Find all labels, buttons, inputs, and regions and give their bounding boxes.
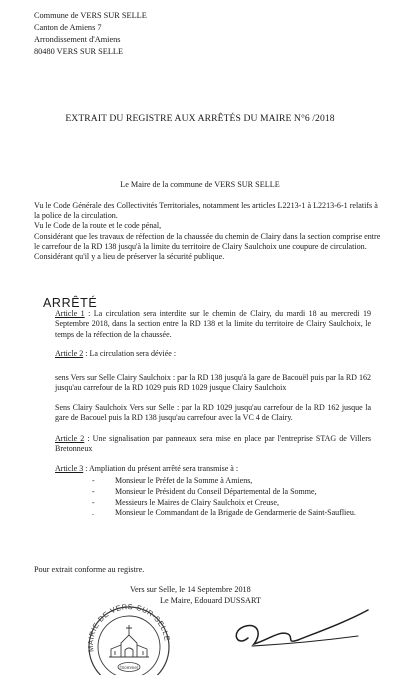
recipient-text: Monsieur le Préfet de la Somme à Amiens, [115,476,253,485]
considerant-paragraph: Vu le Code de la route et le code pénal, [34,221,162,231]
article-text: : Ampliation du présent arrêté sera transmise à : [83,464,239,473]
article-text: : La circulation sera interdite sur le chemin de Clairy, du mardi 18 au mercredi 19 Septembre 2018, dans la section entre la RD 138 et la limite du territoire de Clairy Saulchoix, le temps de la réfection de la chaussée. [55,309,371,339]
article-signage [55,434,371,455]
recipient-text: Monsieur le Commandant de la Brigade de Gendarmerie de Saint-Sauflieu. [115,508,356,518]
commune-header [34,10,147,58]
header-line: Arrondissement d'Amiens [34,35,121,44]
article-3 [55,464,371,474]
recipient-item [92,508,375,519]
article-label: Article 2 [55,349,84,358]
route-text: sens Vers sur Selle Clairy Saulchoix : par la RD 138 jusqu'à la gare de Bacouël puis par la RD 162 jusqu'au carrefour de la RD 1029 puis RD 1029 jusque Clairy Saulchoix [55,373,371,393]
bullet-marker: - [92,476,95,485]
considerant-paragraph: Vu le Code Générale des Collectivités Territoriales, notamment les articles L2213-1 à L2213-6-1 relatifs à la police de la circulation. [34,201,378,221]
article-label: Article 2 [55,434,85,443]
article-1 [55,309,371,340]
header-line: Canton de Amiens 7 [34,23,102,32]
mayor-line: Le Maire de la commune de VERS SUR SELLE [120,180,280,189]
mayor-signature [228,600,378,655]
considerants-block [34,201,382,262]
stamp-bottom-text: (Somme) [119,665,139,670]
recipient-text: Monsieur le Président du Conseil Départemental de la Somme, [115,486,317,496]
arrete-heading: ARRÊTÉ [43,296,98,310]
considerant-paragraph: Considérant que les travaux de réfection de la chaussée du chemin de Clairy dans la section comprise entre le carrefour de la RD 138 jusqu'à la limite du territoire de Clairy Saulchoix une coupure de circulation. [34,231,381,251]
recipient-item [92,487,375,498]
bullet-marker: - [92,497,95,507]
recipient-item [92,498,375,509]
recipient-item [92,476,375,487]
signature-name: Le Maire, Edouard DUSSART [160,596,261,605]
bullet-marker: . [92,508,94,518]
header-line: 80480 VERS SUR SELLE [34,47,124,56]
stamp-ring-text: MAIRIE DE VERS-SUR-SELLE [85,602,172,653]
article-text: : La circulation sera déviée : [83,349,177,358]
detour-route [55,403,371,424]
route-text: Sens Clairy Saulchoix Vers sur Selle : par la RD 1029 jusqu'au carrefour de la RD 162 jusque la gare de Bacouel puis la RD 138 jusqu'au carrefour avec la VC 4 de Clairy. [55,403,371,423]
article-text: : Une signalisation par panneaux sera mise en place par l'entreprise STAG de Villers Bretonneux [55,434,372,454]
considerant-paragraph: Considérant qu'il y a lieu de préserver la sécurité publique. [34,252,225,262]
closing-line: Pour extrait conforme au registre. [34,565,145,574]
article-label: Article 3 [55,464,84,473]
signature-date: Vers sur Selle, le 14 Septembre 2018 [130,585,251,594]
document-title: EXTRAIT DU REGISTRE AUX ARRÊTÉS DU MAIRE N°6 /2018 [65,113,335,124]
article-2 [55,349,371,359]
recipient-list [92,476,375,519]
article-label: Article 1 [55,309,85,318]
header-line: Commune de VERS SUR SELLE [34,11,147,20]
mairie-seal-stamp [81,595,177,675]
recipient-text: Messieurs le Maires de Clairy Saulchoix et Creuse, [115,497,279,507]
church-emblem [109,625,149,657]
bullet-marker: - [92,486,95,496]
detour-route [55,373,371,394]
